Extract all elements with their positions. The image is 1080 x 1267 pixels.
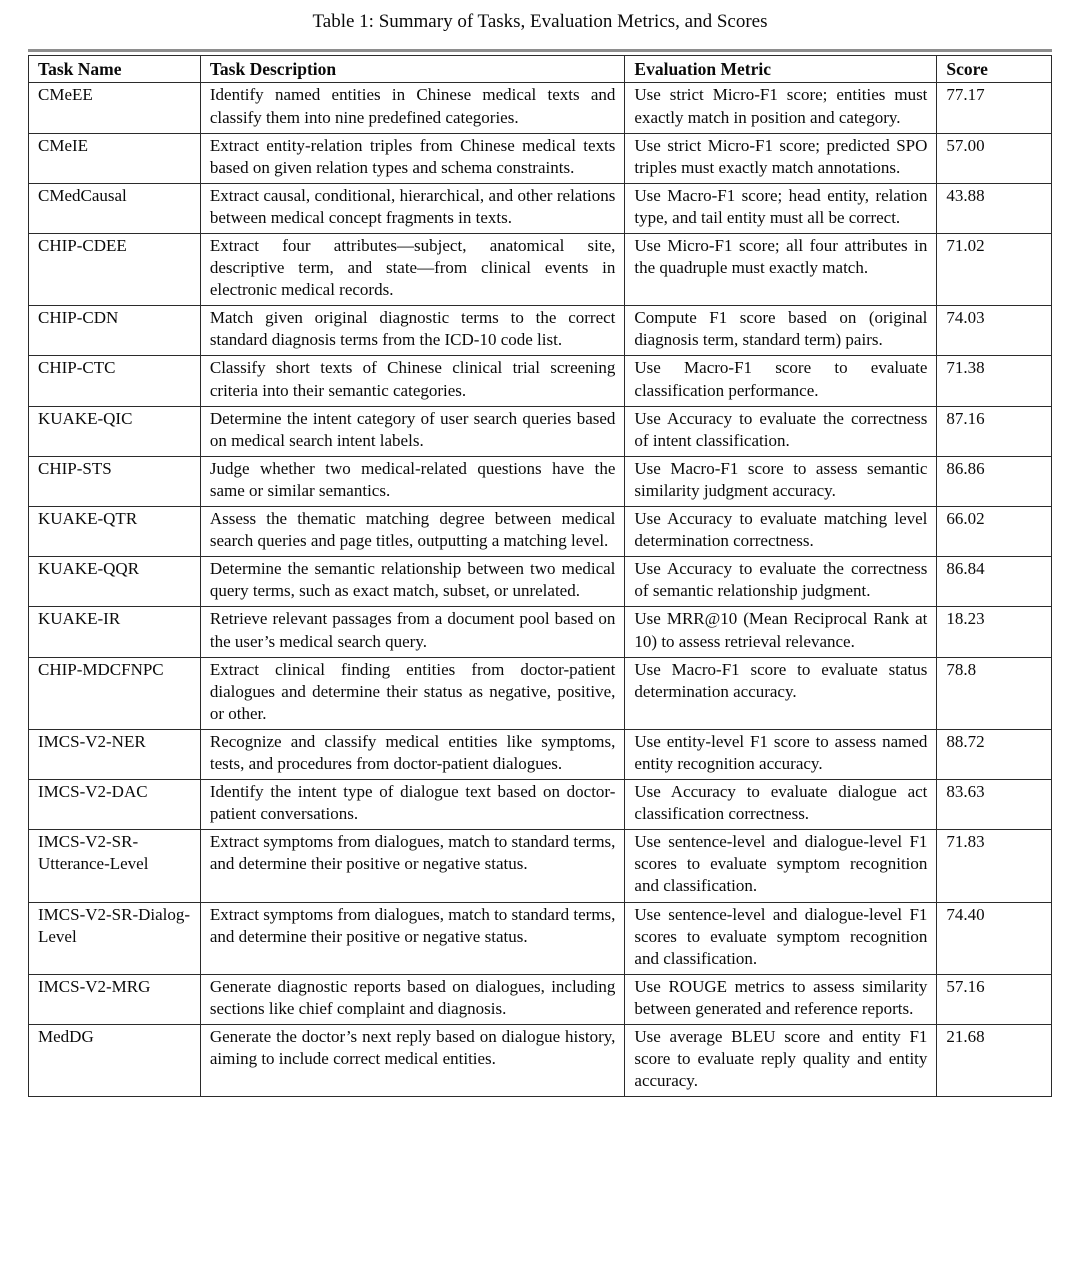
cell-task-description: Extract entity-relation triples from Chinese medical texts based on given relation types and schema constraints. (200, 133, 625, 183)
cell-evaluation-metric: Use strict Micro-F1 score; entities must exactly match in position and category. (625, 83, 937, 133)
cell-task-description: Extract clinical finding entities from doctor-patient dialogues and determine their status as negative, positive, or other. (200, 657, 625, 729)
cell-score: 18.23 (937, 607, 1052, 657)
cell-score: 66.02 (937, 507, 1052, 557)
cell-score: 86.84 (937, 557, 1052, 607)
cell-score: 78.8 (937, 657, 1052, 729)
cell-task-description: Determine the semantic relationship between two medical query terms, such as exact match, subset, or unrelated. (200, 557, 625, 607)
cell-evaluation-metric: Use Macro-F1 score; head entity, relation type, and tail entity must all be correct. (625, 183, 937, 233)
cell-score: 86.86 (937, 456, 1052, 506)
cell-task-name: CMeEE (29, 83, 201, 133)
cell-task-description: Determine the intent category of user search queries based on medical search intent labels. (200, 406, 625, 456)
table-row (29, 1025, 1052, 1097)
cell-task-description: Assess the thematic matching degree between medical search queries and page titles, outputting a matching level. (200, 507, 625, 557)
cell-task-name: IMCS-V2-NER (29, 729, 201, 779)
cell-task-name: CHIP-CDN (29, 306, 201, 356)
cell-task-description: Extract symptoms from dialogues, match to standard terms, and determine their positive or negative status. (200, 830, 625, 902)
cell-task-description: Recognize and classify medical entities like symptoms, tests, and procedures from doctor-patient dialogues. (200, 729, 625, 779)
cell-evaluation-metric: Use Micro-F1 score; all four attributes in the quadruple must exactly match. (625, 234, 937, 306)
cell-evaluation-metric: Use Macro-F1 score to evaluate classification performance. (625, 356, 937, 406)
header-task-description: Task Description (200, 55, 625, 83)
cell-task-name: KUAKE-QQR (29, 557, 201, 607)
cell-task-description: Classify short texts of Chinese clinical trial screening criteria into their semantic categories. (200, 356, 625, 406)
summary-table (28, 55, 1052, 1098)
cell-task-name: CHIP-CDEE (29, 234, 201, 306)
cell-task-description: Identify named entities in Chinese medical texts and classify them into nine predefined categories. (200, 83, 625, 133)
table-row (29, 234, 1052, 306)
cell-score: 57.16 (937, 974, 1052, 1024)
cell-task-name: CHIP-MDCFNPC (29, 657, 201, 729)
cell-score: 21.68 (937, 1025, 1052, 1097)
cell-task-description: Retrieve relevant passages from a document pool based on the user’s medical search query. (200, 607, 625, 657)
cell-task-name: IMCS-V2-DAC (29, 780, 201, 830)
table-body (29, 83, 1052, 1097)
cell-score: 43.88 (937, 183, 1052, 233)
table-row (29, 657, 1052, 729)
table-row (29, 607, 1052, 657)
cell-task-description: Judge whether two medical-related questions have the same or similar semantics. (200, 456, 625, 506)
cell-task-name: KUAKE-QTR (29, 507, 201, 557)
cell-evaluation-metric: Use average BLEU score and entity F1 score to evaluate reply quality and entity accuracy. (625, 1025, 937, 1097)
cell-task-name: CHIP-STS (29, 456, 201, 506)
cell-score: 74.03 (937, 306, 1052, 356)
cell-task-name: IMCS-V2-MRG (29, 974, 201, 1024)
cell-evaluation-metric: Use entity-level F1 score to assess named entity recognition accuracy. (625, 729, 937, 779)
cell-task-name: KUAKE-QIC (29, 406, 201, 456)
cell-task-name: CMeIE (29, 133, 201, 183)
cell-score: 88.72 (937, 729, 1052, 779)
cell-score: 77.17 (937, 83, 1052, 133)
header-score: Score (937, 55, 1052, 83)
cell-task-name: MedDG (29, 1025, 201, 1097)
table-row (29, 83, 1052, 133)
cell-task-description: Identify the intent type of dialogue text based on doctor-patient conversations. (200, 780, 625, 830)
cell-task-name: KUAKE-IR (29, 607, 201, 657)
cell-task-name: CHIP-CTC (29, 356, 201, 406)
cell-evaluation-metric: Use Macro-F1 score to assess semantic similarity judgment accuracy. (625, 456, 937, 506)
cell-task-description: Match given original diagnostic terms to the correct standard diagnosis terms from the ICD-10 code list. (200, 306, 625, 356)
table-row (29, 507, 1052, 557)
header-task-name: Task Name (29, 55, 201, 83)
cell-evaluation-metric: Use Accuracy to evaluate the correctness of intent classification. (625, 406, 937, 456)
cell-score: 87.16 (937, 406, 1052, 456)
table-row (29, 557, 1052, 607)
cell-task-name: IMCS-V2-SR-Dialog-Level (29, 902, 201, 974)
summary-table-container (28, 49, 1052, 1098)
cell-evaluation-metric: Use MRR@10 (Mean Reciprocal Rank at 10) to assess retrieval relevance. (625, 607, 937, 657)
table-header-row (29, 55, 1052, 83)
cell-evaluation-metric: Use Macro-F1 score to evaluate status determination accuracy. (625, 657, 937, 729)
cell-task-description: Extract symptoms from dialogues, match to standard terms, and determine their positive or negative status. (200, 902, 625, 974)
table-row (29, 183, 1052, 233)
table-row (29, 974, 1052, 1024)
table-row (29, 902, 1052, 974)
table-row (29, 306, 1052, 356)
cell-evaluation-metric: Compute F1 score based on (original diagnosis term, standard term) pairs. (625, 306, 937, 356)
table-row (29, 356, 1052, 406)
table-row (29, 406, 1052, 456)
cell-task-name: IMCS-V2-SR-Utterance-Level (29, 830, 201, 902)
cell-score: 71.83 (937, 830, 1052, 902)
cell-evaluation-metric: Use Accuracy to evaluate the correctness of semantic relationship judgment. (625, 557, 937, 607)
cell-evaluation-metric: Use Accuracy to evaluate matching level determination correctness. (625, 507, 937, 557)
table-row (29, 456, 1052, 506)
cell-evaluation-metric: Use strict Micro-F1 score; predicted SPO triples must exactly match annotations. (625, 133, 937, 183)
table-row (29, 780, 1052, 830)
cell-score: 71.38 (937, 356, 1052, 406)
table-row (29, 830, 1052, 902)
cell-task-description: Extract four attributes—subject, anatomical site, descriptive term, and state—from clinical events in electronic medical records. (200, 234, 625, 306)
cell-evaluation-metric: Use sentence-level and dialogue-level F1 scores to evaluate symptom recognition and classification. (625, 902, 937, 974)
header-evaluation-metric: Evaluation Metric (625, 55, 937, 83)
table-row (29, 133, 1052, 183)
cell-score: 71.02 (937, 234, 1052, 306)
cell-task-description: Generate the doctor’s next reply based on dialogue history, aiming to include correct medical entities. (200, 1025, 625, 1097)
cell-task-description: Extract causal, conditional, hierarchical, and other relations between medical concept fragments in texts. (200, 183, 625, 233)
table-row (29, 729, 1052, 779)
cell-evaluation-metric: Use ROUGE metrics to assess similarity between generated and reference reports. (625, 974, 937, 1024)
table-caption: Table 1: Summary of Tasks, Evaluation Metrics, and Scores (312, 11, 768, 32)
cell-evaluation-metric: Use sentence-level and dialogue-level F1 scores to evaluate symptom recognition and classification. (625, 830, 937, 902)
cell-score: 57.00 (937, 133, 1052, 183)
cell-score: 74.40 (937, 902, 1052, 974)
cell-task-name: CMedCausal (29, 183, 201, 233)
cell-task-description: Generate diagnostic reports based on dialogues, including sections like chief complaint and diagnosis. (200, 974, 625, 1024)
cell-evaluation-metric: Use Accuracy to evaluate dialogue act classification correctness. (625, 780, 937, 830)
cell-score: 83.63 (937, 780, 1052, 830)
